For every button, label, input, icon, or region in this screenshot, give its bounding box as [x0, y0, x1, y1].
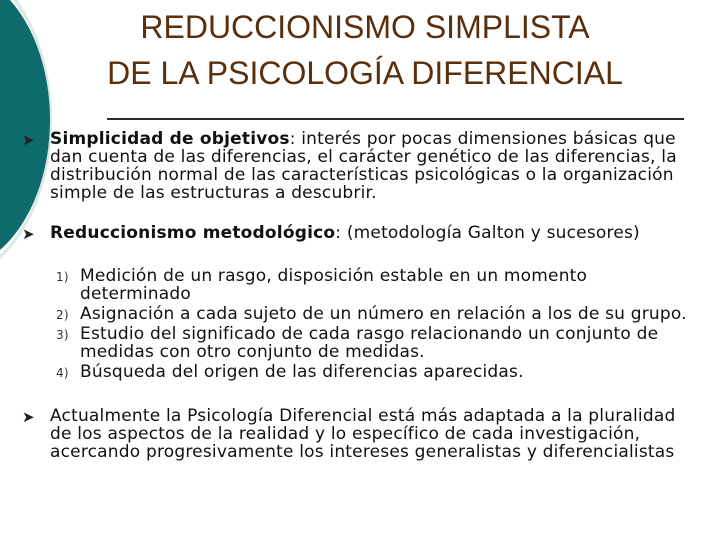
list-item-text: Asignación a cada sujeto de un número en relación a los de su grupo.	[80, 304, 687, 324]
list-number: 4)	[56, 366, 69, 380]
list-number: 1)	[56, 270, 69, 284]
list-number: 2)	[56, 308, 69, 322]
bullet-actualmente	[22, 407, 702, 461]
bullet-text: : (metodología Galton y sucesores)	[335, 223, 640, 243]
list-item-text: Búsqueda del origen de las diferencias aparecidas.	[80, 362, 524, 382]
numbered-list	[22, 267, 702, 381]
list-item-text: Estudio del significado de cada rasgo relacionando un conjunto de medidas con otro conjunto de medidas.	[80, 324, 659, 362]
bullet-heading: Simplicidad de objetivos	[50, 129, 290, 149]
arrow-bullet-icon: ➤	[22, 131, 35, 149]
title-line-2: DE LA PSICOLOGÍA DIFERENCIAL	[107, 55, 623, 91]
list-item	[56, 324, 702, 362]
title-line-1: REDUCCIONISMO SIMPLISTA	[140, 9, 590, 45]
slide-title	[40, 4, 690, 96]
list-item	[56, 362, 702, 382]
title-divider	[107, 118, 684, 120]
bullet-simplicidad	[22, 130, 702, 202]
list-item-text: Medición de un rasgo, disposición estable en un momento determinado	[80, 266, 588, 304]
bullet-text: : interés por pocas dimensiones básicas que dan cuenta de las diferencias, el carácter genético de las diferencias, la distribución normal de las características psicológicas o la organización simple de las estructuras a descubrir.	[50, 129, 677, 203]
bullet-text: Actualmente la Psicología Diferencial está más adaptada a la pluralidad de los aspectos de la realidad y lo específico de cada investigación, acercando progresivamente los intereses generalistas y diferencialistas	[50, 406, 676, 462]
list-item	[56, 266, 702, 304]
arrow-bullet-icon: ➤	[22, 408, 35, 426]
arrow-bullet-icon: ➤	[22, 225, 35, 243]
bullet-reduccionismo	[22, 224, 702, 242]
slide-content	[22, 130, 702, 461]
bullet-heading: Reduccionismo metodológico	[50, 223, 336, 243]
list-number: 3)	[56, 328, 69, 342]
list-item	[56, 304, 702, 324]
